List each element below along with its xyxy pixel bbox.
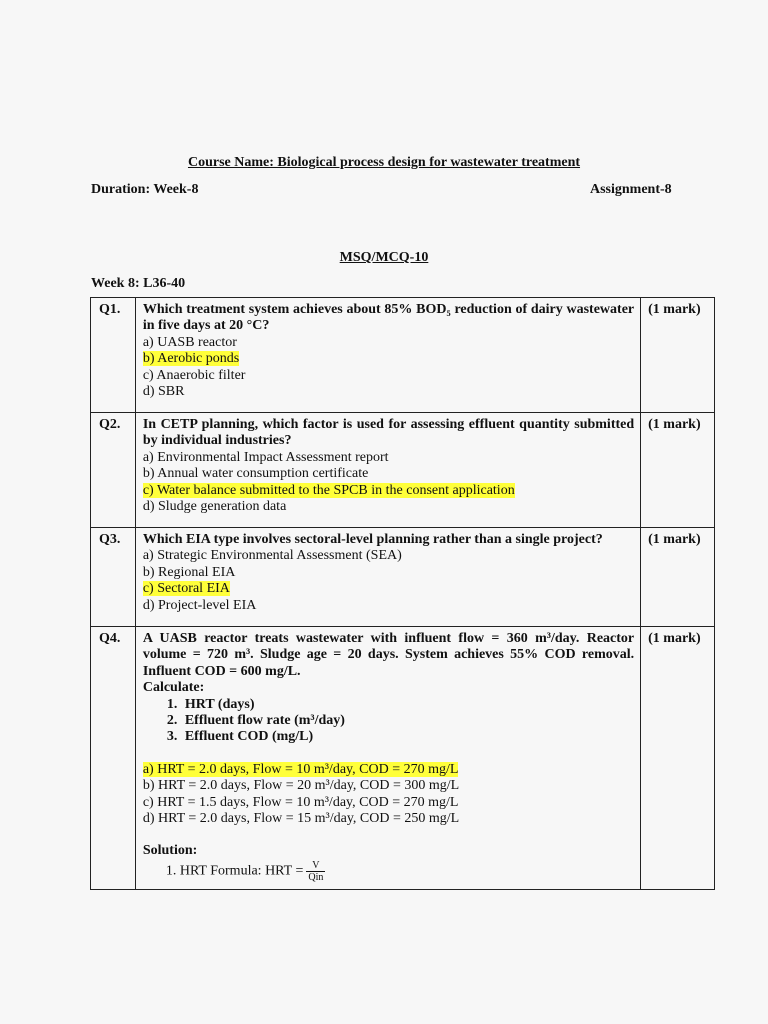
calculation-item: 3. Effluent COD (mg/L) <box>181 729 634 745</box>
option-d: d) Sludge generation data <box>142 499 287 515</box>
question-body <box>135 528 640 627</box>
option-c <box>143 483 634 499</box>
question-body <box>135 413 640 528</box>
option-a <box>143 762 634 778</box>
week-label: Week 8: L36-40 <box>91 276 186 291</box>
option-a: a) Environmental Impact Assessment report <box>142 449 389 465</box>
question-mark: (1 mark) <box>641 627 715 890</box>
formula-fraction: $\frac{V}{\text{Qin}}$ <box>308 859 324 883</box>
option-b <box>143 351 634 367</box>
calculate-label: Calculate: <box>142 680 205 696</box>
course-title: Course Name: Biological process design for wastewater treatment <box>187 155 581 170</box>
calculation-item: 2. Effluent flow rate (m³/day) <box>181 713 634 729</box>
option-c: c) Anaerobic filter <box>142 367 246 383</box>
calculation-item: 1. HRT (days) <box>181 697 634 713</box>
question-mark: (1 mark) <box>641 528 715 627</box>
question-mark: (1 mark) <box>641 298 715 413</box>
option-a: a) UASB reactor <box>142 334 237 350</box>
option-b: b) Annual water consumption certificate <box>142 466 369 482</box>
option-d: d) SBR <box>142 384 185 400</box>
assignment-label: Assignment-8 <box>590 182 672 197</box>
msq-heading: MSQ/MCQ-10 <box>339 250 429 265</box>
option-a: a) Strategic Environmental Assessment (SEA) <box>142 548 402 564</box>
question-body <box>135 627 640 890</box>
question-row <box>91 627 715 890</box>
question-body <box>135 298 640 413</box>
option-d: d) HRT = 2.0 days, Flow = 15 m³/day, COD = 250 mg/L <box>142 811 460 827</box>
question-row <box>91 528 715 627</box>
hrt-formula: 1. HRT Formula: HRT = $\frac{V}{\text{Qin}}$ <box>165 859 324 883</box>
highlighted-answer: c) Sectoral EIA <box>142 581 230 597</box>
question-number: Q1. <box>91 298 136 413</box>
question-number: Q3. <box>91 528 136 627</box>
question-text: Which EIA type involves sectoral-level planning rather than a single project? <box>142 532 603 547</box>
option-d: d) Project-level EIA <box>142 597 257 613</box>
duration-label: Duration: Week-8 <box>91 182 199 197</box>
question-text: In CETP planning, which factor is used for assessing effluent quantity submitted by individual industries? <box>142 417 635 449</box>
question-text: Which treatment system achieves about 85% BOD₅ reduction of dairy wastewater in five days at 20 °C? <box>142 302 635 334</box>
calculation-list <box>143 697 634 746</box>
option-b: b) HRT = 2.0 days, Flow = 20 m³/day, COD = 300 mg/L <box>142 778 460 794</box>
question-number: Q4. <box>91 627 136 890</box>
option-c <box>143 581 634 597</box>
question-mark: (1 mark) <box>641 413 715 528</box>
question-number: Q2. <box>91 413 136 528</box>
option-c: c) HRT = 1.5 days, Flow = 10 m³/day, COD = 270 mg/L <box>142 794 459 810</box>
question-row <box>91 413 715 528</box>
questions-table <box>90 297 715 890</box>
solution-title: Solution: <box>142 843 198 859</box>
highlighted-answer: b) Aerobic ponds <box>142 351 240 367</box>
highlighted-answer: a) HRT = 2.0 days, Flow = 10 m³/day, COD = 270 mg/L <box>142 761 459 777</box>
question-text: A UASB reactor treats wastewater with influent flow = 360 m³/day. Reactor volume = 720 m³. Sludge age = 20 days. System achieves 55% COD removal. Influent COD = 600 mg/L. <box>142 631 635 679</box>
question-row <box>91 298 715 413</box>
highlighted-answer: c) Water balance submitted to the SPCB in the consent application <box>142 482 515 498</box>
option-b: b) Regional EIA <box>142 564 236 580</box>
